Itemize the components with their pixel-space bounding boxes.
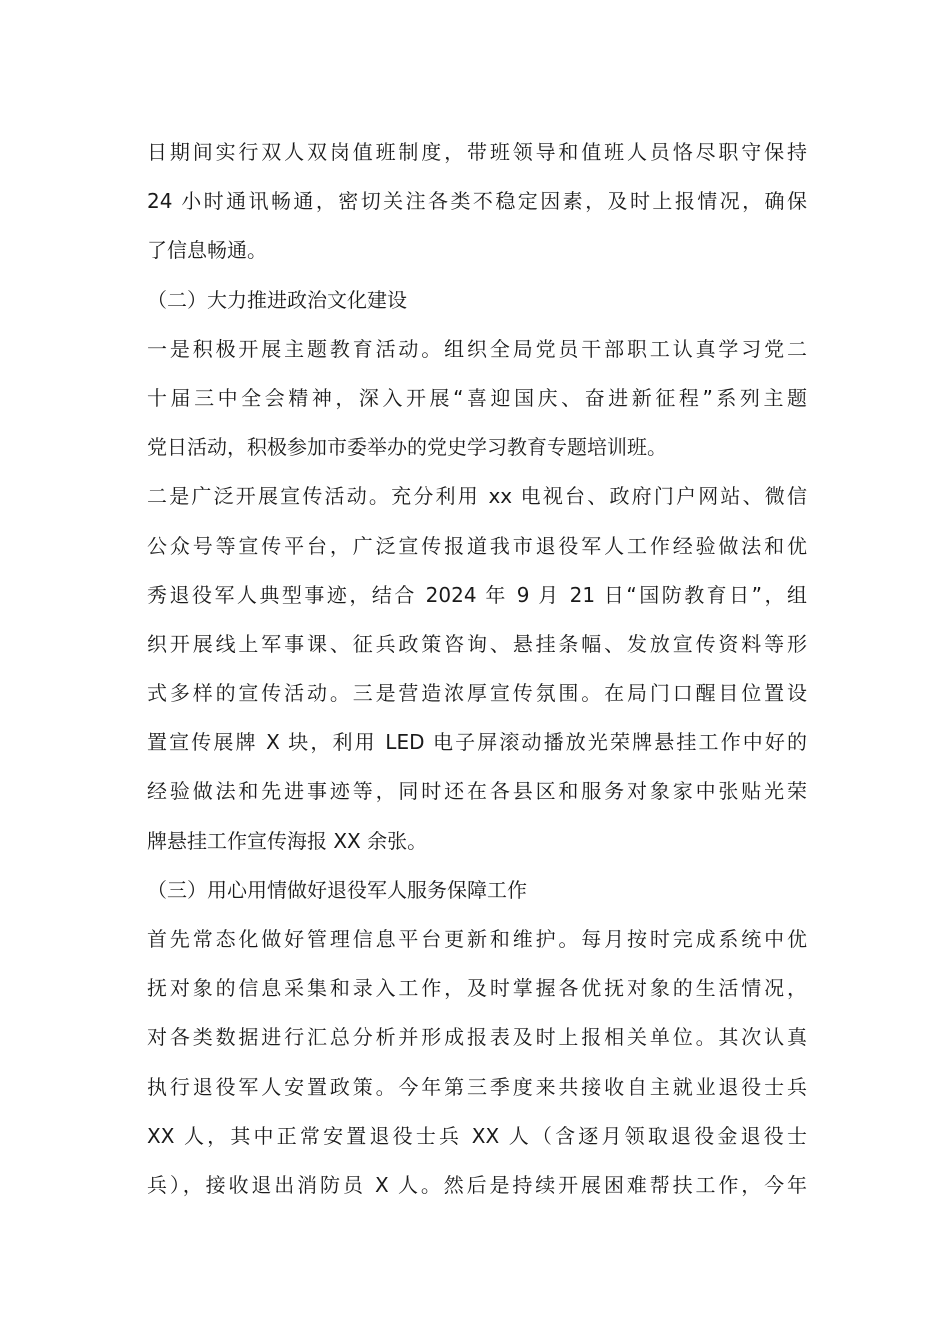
text-line: 党日活动，积极参加市委举办的党史学习教育专题培训班。 (147, 435, 667, 460)
section-heading: （三）用心用情做好退役军人服务保障工作 (147, 877, 527, 902)
text-line: 对各类数据进行汇总分析并形成报表及时上报相关单位。其次认真 (147, 1025, 807, 1050)
document-body (147, 128, 807, 1210)
text-line: 抚对象的信息采集和录入工作，及时掌握各优抚对象的生活情况， (147, 976, 807, 1001)
text-line: 十届三中全会精神，深入开展“喜迎国庆、奋进新征程”系列主题 (147, 385, 807, 410)
text-line: 式多样的宣传活动。三是营造浓厚宣传氛围。在局门口醒目位置设 (147, 681, 807, 706)
text-line: 首先常态化做好管理信息平台更新和维护。每月按时完成系统中优 (147, 927, 807, 951)
section-heading: （二）大力推进政治文化建设 (147, 287, 407, 312)
text-line: 经验做法和先进事迹等，同时还在各县区和服务对象家中张贴光荣 (147, 779, 807, 804)
text-line: 日期间实行双人双岗值班制度，带班领导和值班人员恪尽职守保持 (147, 140, 807, 164)
text-line: 了信息畅通。 (147, 238, 267, 263)
text-line: XX 人，其中正常安置退役士兵 XX 人（含逐月领取退役金退役士 (147, 1123, 807, 1148)
text-line: 公众号等宣传平台，广泛宣传报道我市退役军人工作经验做法和优 (147, 533, 807, 558)
text-line: 秀退役军人典型事迹，结合 2024 年 9 月 21 日“国防教育日”，组 (147, 582, 807, 607)
text-line: 织开展线上军事课、征兵政策咨询、悬挂条幅、发放宣传资料等形 (147, 631, 807, 656)
text-line: 一是积极开展主题教育活动。组织全局党员干部职工认真学习党二 (147, 336, 807, 361)
text-line: 执行退役军人安置政策。今年第三季度来共接收自主就业退役士兵 (147, 1074, 807, 1099)
text-line: 兵），接收退出消防员 X 人。然后是持续开展困难帮扶工作，今年 (147, 1172, 807, 1197)
text-line: 牌悬挂工作宣传海报 XX 余张。 (147, 828, 428, 853)
text-line: 24 小时通讯畅通，密切关注各类不稳定因素，及时上报情况，确保 (147, 189, 807, 214)
text-line: 置宣传展牌 X 块，利用 LED 电子屏滚动播放光荣牌悬挂工作中好的 (147, 730, 807, 755)
text-line: 二是广泛开展宣传活动。充分利用 xx 电视台、政府门户网站、微信 (147, 484, 807, 509)
